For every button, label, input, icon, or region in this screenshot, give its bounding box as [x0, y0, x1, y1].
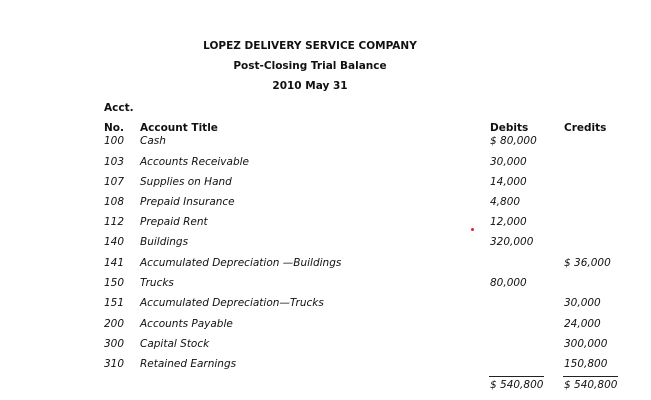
- table-row: [0, 318, 651, 334]
- table-row: [0, 338, 651, 354]
- account-title: Supplies on Hand: [140, 176, 232, 188]
- account-number: 310: [104, 358, 125, 370]
- table-row: [0, 156, 651, 172]
- account-number: 300: [104, 338, 125, 350]
- table-row: [0, 196, 651, 212]
- account-number: 108: [104, 196, 125, 208]
- table-row: [0, 216, 651, 232]
- debits-heading: Debits: [490, 122, 529, 134]
- credit-amount: 150,800: [564, 358, 608, 370]
- table-row: [0, 358, 651, 374]
- credit-amount: $ 36,000: [564, 257, 611, 269]
- account-number: 100: [104, 135, 125, 147]
- debit-amount: 80,000: [490, 277, 527, 289]
- account-number: 103: [104, 156, 125, 168]
- debit-amount: 320,000: [490, 236, 534, 248]
- account-title: Trucks: [140, 277, 174, 289]
- account-title-heading: Account Title: [140, 122, 218, 134]
- debit-amount: 30,000: [490, 156, 527, 168]
- account-title: Prepaid Rent: [140, 216, 208, 228]
- account-title: Accounts Receivable: [140, 156, 249, 168]
- account-title: Prepaid Insurance: [140, 196, 235, 208]
- acct-no-heading: No.: [104, 122, 124, 134]
- table-row: [0, 236, 651, 252]
- credit-amount: 300,000: [564, 338, 608, 350]
- account-number: 107: [104, 176, 125, 188]
- table-row: [0, 257, 651, 273]
- account-title: Buildings: [140, 236, 189, 248]
- debit-amount: 12,000: [490, 216, 527, 228]
- account-title: Capital Stock: [140, 338, 210, 350]
- debit-amount: $ 80,000: [490, 135, 537, 147]
- credit-total-rule: [563, 376, 618, 377]
- statement-date: 2010 May 31: [272, 80, 348, 92]
- total-credits: $ 540,800: [564, 379, 618, 391]
- account-title: Retained Earnings: [140, 358, 237, 370]
- account-number: 141: [104, 257, 125, 269]
- account-title: Cash: [140, 135, 166, 147]
- account-number: 151: [104, 297, 125, 309]
- account-number: 112: [104, 216, 125, 228]
- table-row: [0, 297, 651, 313]
- credits-heading: Credits: [564, 122, 607, 134]
- total-debits: $ 540,800: [490, 379, 544, 391]
- account-title: Accounts Payable: [140, 318, 233, 330]
- debit-total-rule: [489, 376, 544, 377]
- account-number: 140: [104, 236, 125, 248]
- account-number: 150: [104, 277, 125, 289]
- acct-heading-top: Acct.: [104, 102, 134, 114]
- account-title: Accumulated Depreciation —Buildings: [140, 257, 342, 269]
- credit-amount: 30,000: [564, 297, 601, 309]
- credit-amount: 24,000: [564, 318, 601, 330]
- red-marker-dot: [471, 228, 474, 231]
- debit-amount: 4,800: [490, 196, 521, 208]
- table-row: [0, 135, 651, 151]
- statement-title: Post-Closing Trial Balance: [233, 60, 387, 72]
- account-title: Accumulated Depreciation—Trucks: [140, 297, 324, 309]
- debit-amount: 14,000: [490, 176, 527, 188]
- account-number: 200: [104, 318, 125, 330]
- company-name: LOPEZ DELIVERY SERVICE COMPANY: [203, 40, 417, 52]
- table-row: [0, 176, 651, 192]
- table-row: [0, 277, 651, 293]
